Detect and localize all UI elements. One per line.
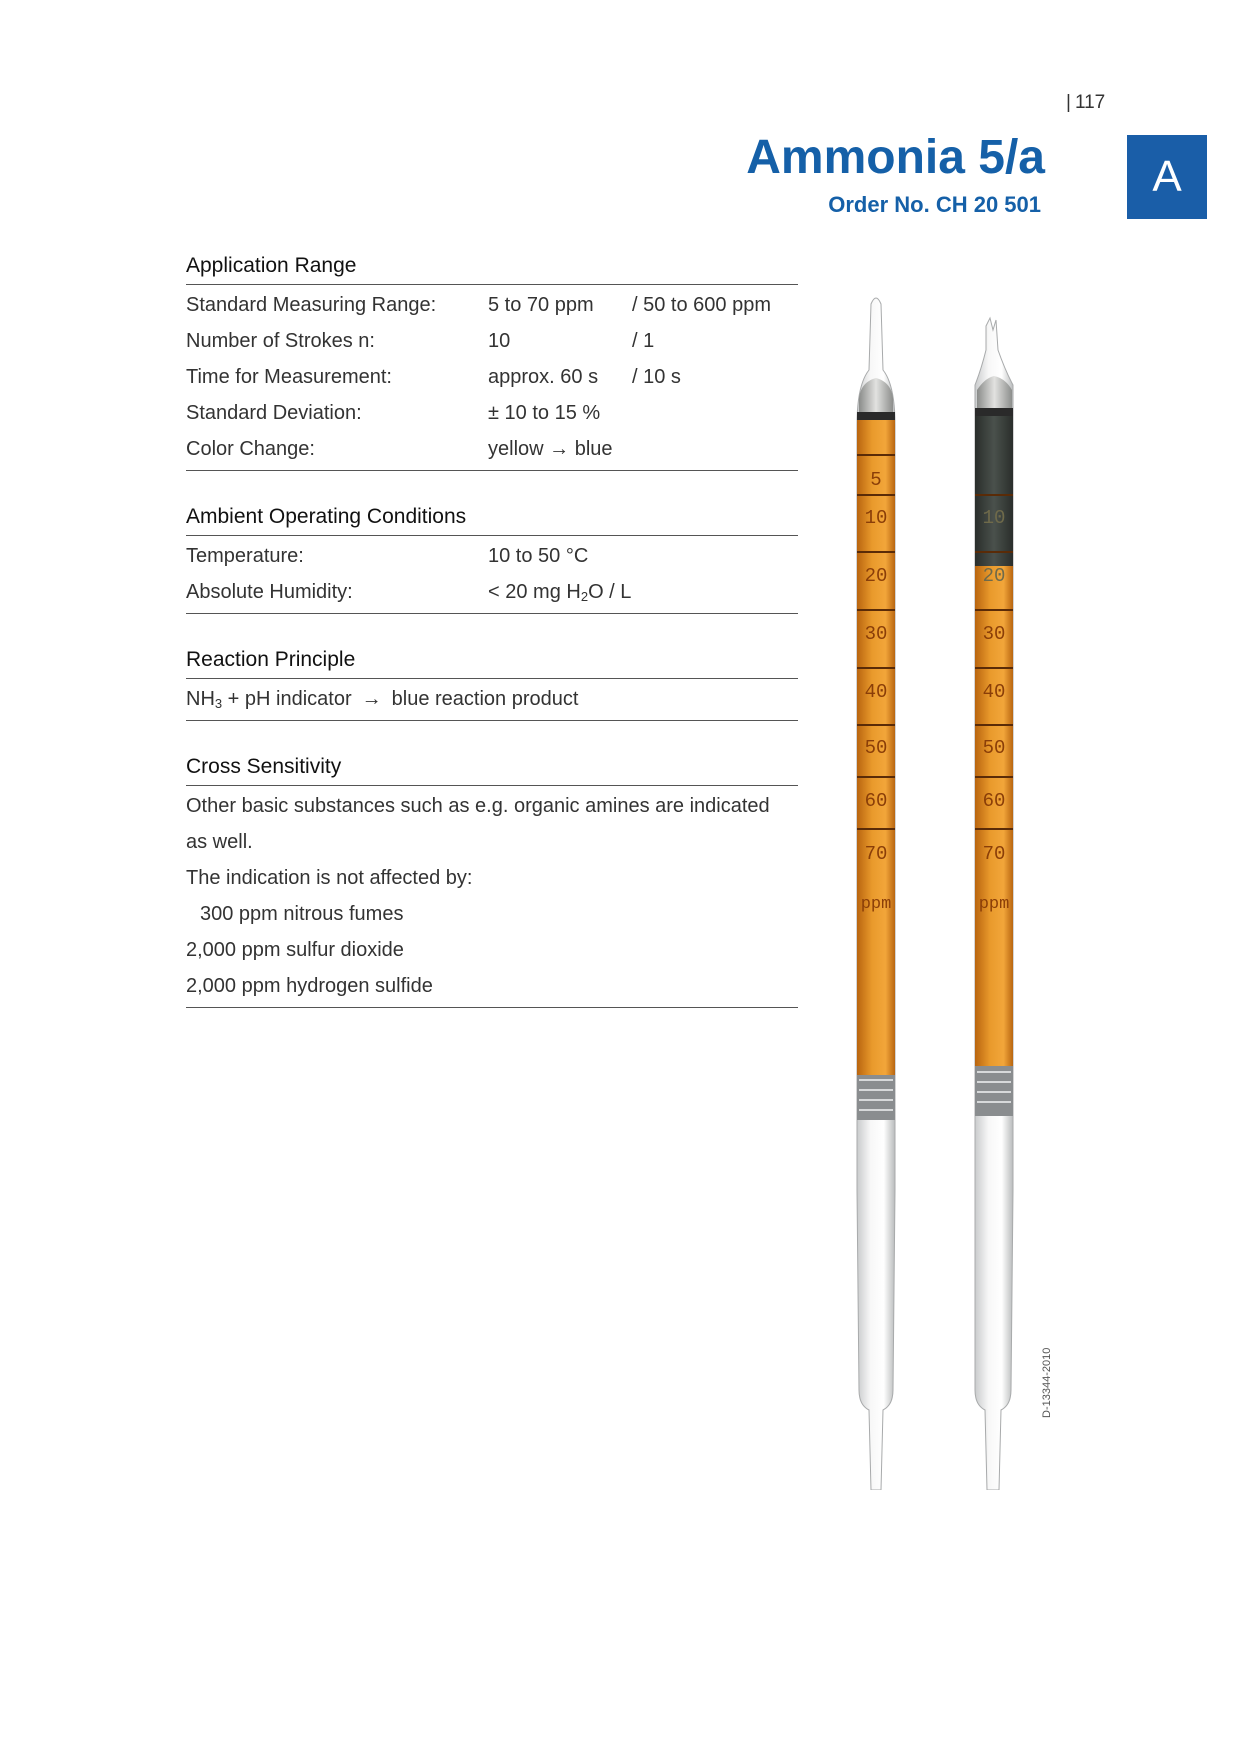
page-title: Ammonia 5/a xyxy=(746,131,1045,184)
list-item: 2,000 ppm hydrogen sulfide xyxy=(186,975,433,997)
list-item: 2,000 ppm sulfur dioxide xyxy=(186,939,404,961)
arrow-icon: → xyxy=(361,688,382,710)
section-body xyxy=(186,679,798,721)
section-body xyxy=(186,536,798,614)
spec-value-alt xyxy=(632,431,798,467)
scale-mark: 20 xyxy=(982,565,1006,587)
cross-sensitivity-section xyxy=(186,749,798,1008)
scale-mark: 20 xyxy=(864,565,888,587)
unit-label: ppm xyxy=(978,895,1010,914)
scale-mark: 30 xyxy=(864,623,888,645)
spec-row xyxy=(186,538,798,574)
reaction-equation: $NH_3$ + pH indicator → blue reaction product xyxy=(186,688,579,711)
spec-value-alt xyxy=(632,395,798,431)
unit-label: ppm xyxy=(860,895,892,914)
spec-value: approx. 60 s xyxy=(488,366,599,388)
spec-value: 5 to 70 ppm xyxy=(488,294,594,316)
section-body xyxy=(186,786,798,1008)
list-item: 300 ppm nitrous fumes xyxy=(200,903,404,925)
text-line: as well. xyxy=(186,831,253,853)
scale-mark: 50 xyxy=(864,737,888,759)
scale-mark: 10 xyxy=(982,507,1006,529)
spec-label: Standard Deviation: xyxy=(186,402,362,424)
scale-mark: 10 xyxy=(864,507,888,529)
text-line: The indication is not affected by: xyxy=(186,867,473,889)
spec-row xyxy=(186,287,798,323)
ambient-conditions-section xyxy=(186,499,798,614)
spec-value: 10 xyxy=(488,330,511,352)
spec-label: Temperature: xyxy=(186,545,304,567)
detector-tube-unused xyxy=(857,298,895,1490)
spec-value: yellow → blue xyxy=(488,438,613,460)
section-title: Ambient Operating Conditions xyxy=(186,499,798,536)
spec-value: < 20 mg $H_2O$ / L xyxy=(488,581,632,604)
scale-mark: 50 xyxy=(982,737,1006,759)
image-reference-code: D-13344-2010 xyxy=(1041,1347,1053,1418)
spec-content xyxy=(186,248,798,1036)
scale-mark: 60 xyxy=(864,790,888,812)
spec-row xyxy=(186,574,798,610)
spec-label: Time for Measurement: xyxy=(186,366,392,388)
spec-value-alt: / 50 to 600 ppm xyxy=(632,294,771,316)
page-number: | 117 xyxy=(1066,92,1106,113)
spec-value-alt: / 1 xyxy=(632,330,655,352)
section-title: Cross Sensitivity xyxy=(186,749,798,786)
spec-label: Number of Strokes n: xyxy=(186,330,375,352)
reaction-principle-section xyxy=(186,642,798,721)
spec-row xyxy=(186,395,798,431)
spec-value: ± 10 to 15 % xyxy=(488,402,601,424)
detector-tube-used xyxy=(975,318,1013,1490)
scale-mark: 40 xyxy=(982,681,1006,703)
detector-tubes-image xyxy=(835,290,1035,1490)
scale-mark: 30 xyxy=(982,623,1006,645)
section-title: Application Range xyxy=(186,248,798,285)
text-line: Other basic substances such as e.g. organic amines are indicated xyxy=(186,795,770,817)
spec-label: Standard Measuring Range: xyxy=(186,294,437,316)
scale-mark: 5 xyxy=(870,469,882,491)
scale-mark: 60 xyxy=(982,790,1006,812)
section-body xyxy=(186,285,798,471)
application-range-section xyxy=(186,248,798,471)
spec-value: 10 to 50 °C xyxy=(488,545,589,567)
spec-label: Color Change: xyxy=(186,438,315,460)
spec-row xyxy=(186,323,798,359)
spec-value-alt: / 10 s xyxy=(632,366,681,388)
spec-row xyxy=(186,431,798,467)
scale-mark: 40 xyxy=(864,681,888,703)
scale-mark: 70 xyxy=(982,843,1006,865)
chapter-tab[interactable]: A xyxy=(1127,135,1207,219)
scale-mark: 70 xyxy=(864,843,888,865)
order-number: Order No. CH 20 501 xyxy=(828,192,1041,217)
spec-label: Absolute Humidity: xyxy=(186,581,353,603)
spec-row xyxy=(186,359,798,395)
section-title: Reaction Principle xyxy=(186,642,798,679)
